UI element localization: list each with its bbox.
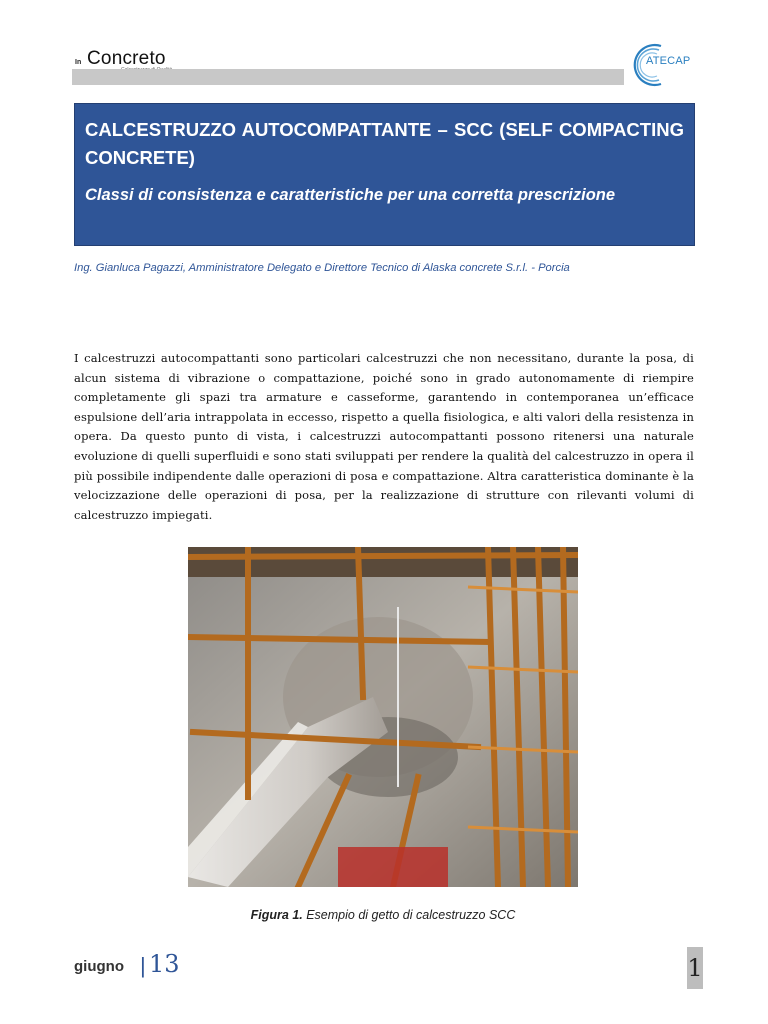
title-box — [74, 103, 695, 246]
construction-photo — [188, 547, 578, 887]
logo-prefix: In — [75, 59, 82, 66]
article-title: CALCESTRUZZO AUTOCOMPATTANTE – SCC (SELF COMPACTING CONCRETE) — [85, 119, 684, 168]
atecap-logo — [631, 40, 701, 88]
body-paragraph: I calcestruzzi autocompattanti sono particolari calcestruzzi che non necessitano, durante la posa, di alcun sistema di vibrazione o compattazione, poiché sono in grado autonomamente di riempire completamente gli spazi tra armature e casseforme, garantendo in contemporanea un’efficace espulsione dell’aria intrappolata in eccesso, rispetto a quella fisiologica, e alti valori della resistenza in opera. Da questo punto di vista, i calcestruzzi autocompattanti possono ritenersi una naturale evoluzione di quelli superfluidi e sono stati sviluppati per rendere la qualità del calcestruzzo in opera il più possibile indipendente dalle operazioni di posa e compattazione. Altra caratteristica dominante è la velocizzazione delle operazioni di posa, per la realizzazione di strutture con rilevanti volumi di calcestruzzo impiegati. — [74, 351, 694, 522]
figure-label: Figura 1. — [250, 908, 303, 922]
logo-main: Concreto — [87, 48, 166, 69]
page-number: 1 — [687, 947, 703, 989]
footer-separator: | — [140, 953, 146, 978]
footer-year: 13 — [149, 950, 180, 978]
figure-caption — [188, 908, 578, 922]
article-subtitle: Classi di consistenza e caratteristiche per una corretta prescrizione — [85, 186, 616, 204]
atecap-text: ATECAP — [646, 55, 691, 67]
footer-month: giugno — [74, 958, 124, 975]
concrete-pour-image — [188, 547, 578, 887]
author-line: Ing. Gianluca Pagazzi, Amministratore Delegato e Direttore Tecnico di Alaska concrete S.r.l. - Porcia — [74, 262, 570, 274]
header-bar — [72, 69, 624, 85]
figure-caption-text: Esempio di getto di calcestruzzo SCC — [302, 908, 516, 922]
